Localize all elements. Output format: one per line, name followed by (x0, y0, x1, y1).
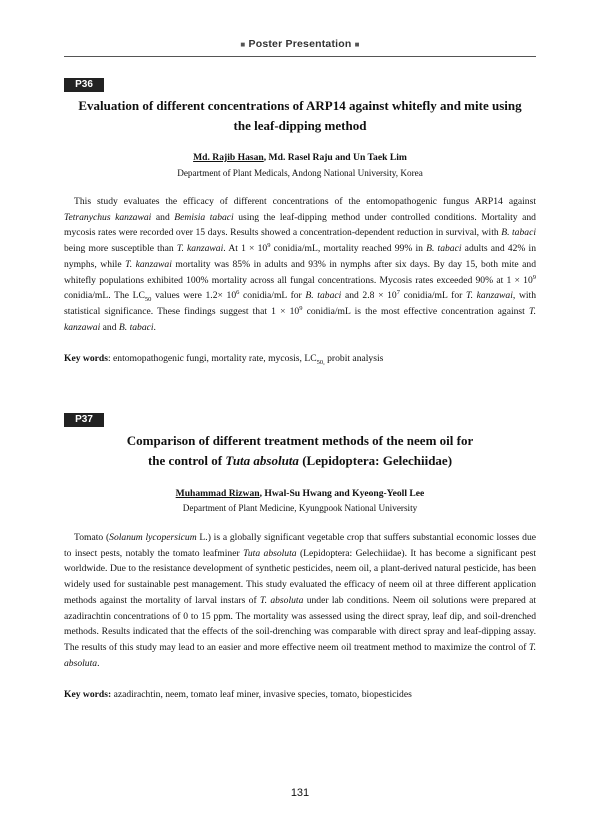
text: , with statistical significance. These findings suggest that 1 × 10 (64, 290, 537, 317)
species-name: T. kanzawai (64, 305, 536, 333)
p37-abstract (64, 530, 536, 671)
text: conidia/mL. The LC (64, 290, 145, 302)
p37-presenter: Muhammad Rizwan (175, 488, 260, 499)
species-name: T. kanzawai (125, 258, 172, 270)
species-name: Solanum lycopersicum (109, 532, 197, 543)
header-rule (64, 56, 536, 57)
p37-title-line1: Comparison of different treatment methods of the neem oil for (126, 433, 474, 448)
species-name: B. tabaci (118, 321, 154, 333)
species-name: Tuta absoluta (243, 547, 297, 559)
subscript: 50, (316, 358, 325, 366)
poster-tag-p37: P37 (64, 413, 104, 427)
text: mortality was 85% in adults and 93% in nymphs after six days. By day 15, both mite and whitefly populations exhibited 100% mortality across all fungal concentrations. Mycosis rates exceeded 90% at 1 × 10 (64, 258, 536, 286)
p37-authors (64, 488, 536, 499)
p36-affiliation: Department of Plant Medicals, Andong National University, Korea (177, 168, 423, 178)
text: . At 1 × 10 (223, 243, 268, 255)
keywords-text: probit analysis (324, 353, 384, 364)
exponent: 7 (396, 289, 400, 297)
species-name: T. kanzawai (465, 290, 513, 302)
p36-keywords-label: Key words (64, 353, 108, 364)
p36-authors (64, 152, 536, 163)
text: . (97, 657, 100, 669)
species-name: Bemisia tabaci (174, 211, 234, 223)
species-name: T. absoluta (260, 594, 304, 606)
exponent: 9 (267, 241, 271, 249)
text: using the leaf-dipping method under controlled conditions. Mortality and mycosis rates were recorded over 15 days. Results showed a concentration-dependent reduction in survival, with (64, 211, 536, 239)
p37-keywords-label: Key words: (64, 689, 112, 700)
text: and (151, 211, 175, 223)
species-name: B. tabaci (426, 243, 462, 255)
species-name: B. tabaci (305, 290, 342, 302)
header-square-right: ■ (354, 40, 360, 49)
keywords-text: : entomopathogenic fungi, mortality rate, mycosis, LC (107, 353, 317, 364)
p36-presenter: Md. Rajib Hasan (193, 152, 264, 163)
exponent: 6 (236, 289, 240, 297)
exponent: 9 (532, 273, 536, 281)
text: and 2.8 × 10 (341, 290, 397, 302)
species-name: T. kanzawai (176, 243, 224, 255)
keywords-text: azadirachtin, neem, tomato leaf miner, invasive species, tomato, biopesticides (111, 689, 412, 700)
page-number: 131 (290, 787, 310, 799)
running-header (0, 38, 600, 50)
text: under lab conditions. Neem oil solutions were prepared at azadirachtin concentrations of 0 to 15 ppm. The mortality was assessed using the direct spray, leaf dip, and soil-drenched methods. Results indicated that the effects of the soil-drenching was comparable with direct spray and leaf-dipping assay. The results of this study may lead to an easier and more effective neem oil treatment method to maximize the control of (64, 594, 536, 653)
text: values were 1.2× 10 (151, 290, 237, 302)
text: being more susceptible than (64, 243, 177, 255)
species-name: T. absoluta (64, 641, 536, 669)
p36-title-line1: Evaluation of different concentrations of ARP14 against whitefly and mite using (78, 98, 522, 113)
p37-title (64, 431, 536, 471)
text: conidia/mL for (399, 290, 466, 302)
poster-tag-p36: P36 (64, 78, 104, 92)
text: . (153, 321, 156, 333)
text: conidia/mL, mortality reached 99% in (270, 243, 427, 255)
text: Tomato ( (74, 532, 110, 543)
exponent: 9 (299, 304, 303, 312)
p36-coauthors: , Md. Rasel Raju and Un Taek Lim (263, 152, 407, 163)
p36-keywords (64, 352, 536, 366)
header-square-left: ■ (240, 40, 246, 49)
p37-affiliation: Department of Plant Medicine, Kyungpook National University (182, 503, 418, 513)
text: conidia/mL is the most effective concentration against (302, 305, 529, 317)
p37-coauthors: , Hwal-Su Hwang and Kyeong-Yeoll Lee (259, 488, 425, 499)
text: adults and 42% in nymphs, while (64, 243, 536, 270)
text: and (100, 321, 119, 333)
p37-keywords (64, 688, 536, 702)
header-label: Poster Presentation (248, 38, 352, 50)
text: conidia/mL for (239, 290, 306, 302)
text: This study evaluates the efficacy of different concentrations of the entomopathogenic fungus ARP14 against (74, 196, 536, 207)
p37-title-line2 (64, 451, 536, 471)
text: the control of (147, 453, 226, 468)
species-name: B. tabaci (501, 227, 536, 239)
subscript: 50 (144, 296, 152, 304)
text: (Lepidoptera: Gelechiidae) (298, 453, 453, 468)
species-name: Tetranychus kanzawai (64, 211, 152, 223)
text: (Lepidoptera: Gelechiidae). It has become a significant pest worldwide. Due to the resistance development of synthetic pesticides, neem oil, a plant-derived natural pesticide, has been widely used for sustainable pest management. This study evaluated the efficacy of neem oil at three different application methods against the mortality of larval instars of (64, 547, 536, 606)
text: L.) is a globally significant vegetable crop that suffers substantial economic losses due to insect pests, notably the tomato leafminer (64, 532, 536, 559)
p36-title (64, 96, 536, 136)
p36-title-line2: the leaf-dipping method (233, 118, 367, 133)
species-name: Tuta absoluta (225, 453, 299, 468)
p36-abstract (64, 194, 536, 335)
